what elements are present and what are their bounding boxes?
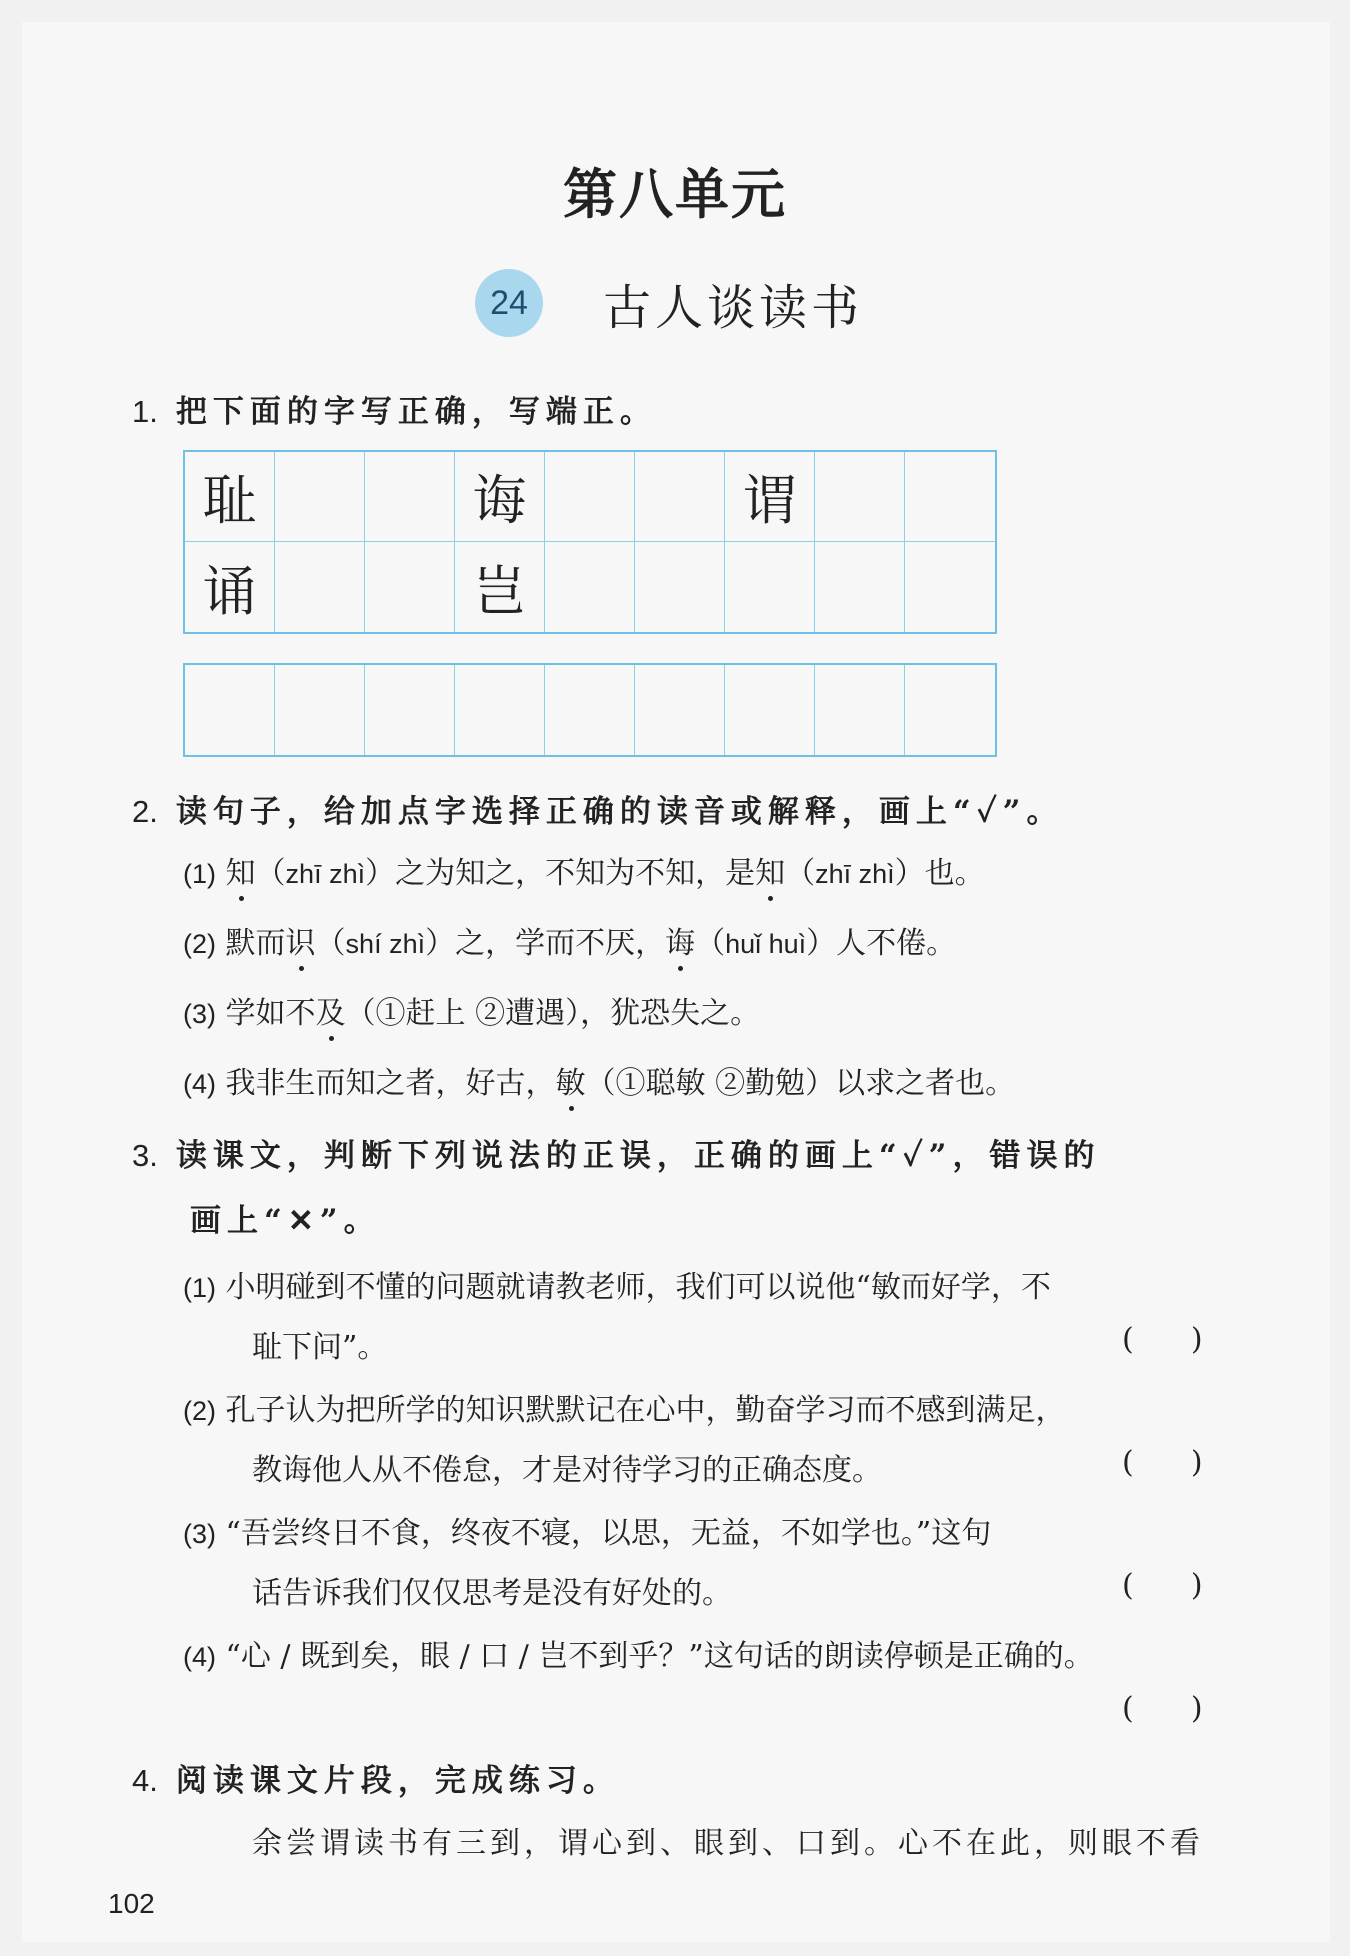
page-number: 102: [108, 1888, 155, 1919]
question-number: 4.: [132, 1763, 158, 1798]
q3-item-2-cont: 教诲他人从不倦怠，才是对待学习的正确态度。: [252, 1453, 882, 1488]
grid-cell[interactable]: 岂: [455, 542, 545, 632]
meaning-options[interactable]: （①赶上 ②遭遇），犹恐失之。: [345, 996, 761, 1031]
grid-cell[interactable]: [545, 452, 635, 542]
lesson-number-badge: 24: [475, 269, 543, 337]
grid-cell[interactable]: [815, 665, 905, 755]
q3-item-1-cont: 耻下问”。: [252, 1330, 388, 1365]
question-3-instruction-cont: 画上“✕”。: [190, 1203, 381, 1239]
question-number: 3.: [132, 1138, 158, 1173]
question-instruction: 把下面的字写正确，写端正。: [175, 394, 657, 430]
grid-cell[interactable]: [905, 665, 995, 755]
grid-cell[interactable]: [635, 452, 725, 542]
grid-cell[interactable]: [275, 452, 365, 542]
q3-item-1: (1) 小明碰到不懂的问题就请教老师，我们可以说他“敏而好学，不: [183, 1270, 1051, 1305]
question-instruction: 读课文，判断下列说法的正误，正确的画上“✓”，错误的: [175, 1138, 1101, 1174]
grid-cell[interactable]: [635, 665, 725, 755]
grid-cell[interactable]: [725, 665, 815, 755]
q3-item-3: (3) “吾尝终日不食，终夜不寝，以思，无益，不如学也。”这句: [183, 1516, 992, 1551]
pinyin-options[interactable]: zhī zhì: [815, 859, 895, 889]
grid-cell[interactable]: 谓: [725, 452, 815, 542]
grid-cell[interactable]: [905, 452, 995, 542]
grid-cell[interactable]: [905, 542, 995, 632]
q3-item-3-cont: 话告诉我们仅仅思考是没有好处的。: [252, 1576, 732, 1611]
question-4-heading: [132, 1755, 620, 1800]
grid-cell[interactable]: 耻: [185, 452, 275, 542]
grid-cell[interactable]: [815, 542, 905, 632]
grid-cell[interactable]: [365, 452, 455, 542]
question-3-heading: [132, 1130, 1101, 1175]
question-instruction: 阅读课文片段，完成练习。: [175, 1763, 620, 1799]
lesson-title: 古人谈读书: [603, 279, 864, 336]
dotted-char: 知: [755, 848, 785, 892]
question-number: 2.: [132, 794, 158, 829]
reading-passage: 余尝谓读书有三到，谓心到、眼到、口到。心不在此，则眼不看: [252, 1826, 1204, 1861]
question-1-heading: [132, 386, 657, 431]
pinyin-options[interactable]: shí zhì: [345, 929, 426, 959]
answer-parentheses[interactable]: ( ): [1122, 1445, 1203, 1480]
meaning-options[interactable]: （①聪敏 ②勤勉）以求之者也。: [585, 1066, 1016, 1101]
pinyin-options[interactable]: zhī zhì: [285, 859, 366, 889]
dotted-char: 知: [226, 848, 256, 892]
writing-grid-blank: [183, 663, 997, 757]
grid-cell[interactable]: 诲: [455, 452, 545, 542]
q2-item-2: (2) 默而识（shí zhì）之，学而不厌，诲（huǐ huì）人不倦。: [183, 918, 956, 962]
answer-parentheses[interactable]: ( ): [1122, 1322, 1203, 1357]
q2-item-1: (1) 知（zhī zhì）之为知之，不知为不知，是知（zhī zhì）也。: [183, 848, 985, 892]
grid-cell[interactable]: [545, 542, 635, 632]
question-instruction: 读句子，给加点字选择正确的读音或解释，画上“✓”。: [175, 794, 1064, 830]
grid-cell[interactable]: [455, 665, 545, 755]
grid-cell[interactable]: [365, 665, 455, 755]
pinyin-options[interactable]: huǐ huì: [725, 929, 807, 959]
grid-cell[interactable]: [545, 665, 635, 755]
lesson-header: [475, 268, 863, 338]
grid-cell[interactable]: [635, 542, 725, 632]
grid-cell[interactable]: [365, 542, 455, 632]
grid-cell[interactable]: [725, 542, 815, 632]
q2-item-3: (3) 学如不及（①赶上 ②遭遇），犹恐失之。: [183, 988, 760, 1032]
dotted-char: 诲: [665, 918, 695, 962]
q2-item-4: (4) 我非生而知之者，好古，敏（①聪敏 ②勤勉）以求之者也。: [183, 1058, 1015, 1102]
unit-title: 第八单元: [563, 162, 787, 226]
dotted-char: 及: [316, 988, 346, 1032]
grid-cell[interactable]: [815, 452, 905, 542]
answer-parentheses[interactable]: ( ): [1122, 1691, 1203, 1726]
grid-cell[interactable]: 诵: [185, 542, 275, 632]
q3-item-4: (4) “心 / 既到矣，眼 / 口 / 岂不到乎？”这句话的朗读停顿是正确的。: [183, 1639, 1094, 1674]
answer-parentheses[interactable]: ( ): [1122, 1568, 1203, 1603]
dotted-char: 识: [286, 918, 316, 962]
grid-cell[interactable]: [185, 665, 275, 755]
q3-item-2: (2) 孔子认为把所学的知识默默记在心中，勤奋学习而不感到满足，: [183, 1393, 1066, 1428]
writing-grid: [183, 450, 997, 634]
grid-cell[interactable]: [275, 542, 365, 632]
dotted-char: 敏: [556, 1058, 586, 1102]
grid-cell[interactable]: [275, 665, 365, 755]
question-2-heading: [132, 786, 1064, 831]
question-number: 1.: [132, 394, 158, 429]
